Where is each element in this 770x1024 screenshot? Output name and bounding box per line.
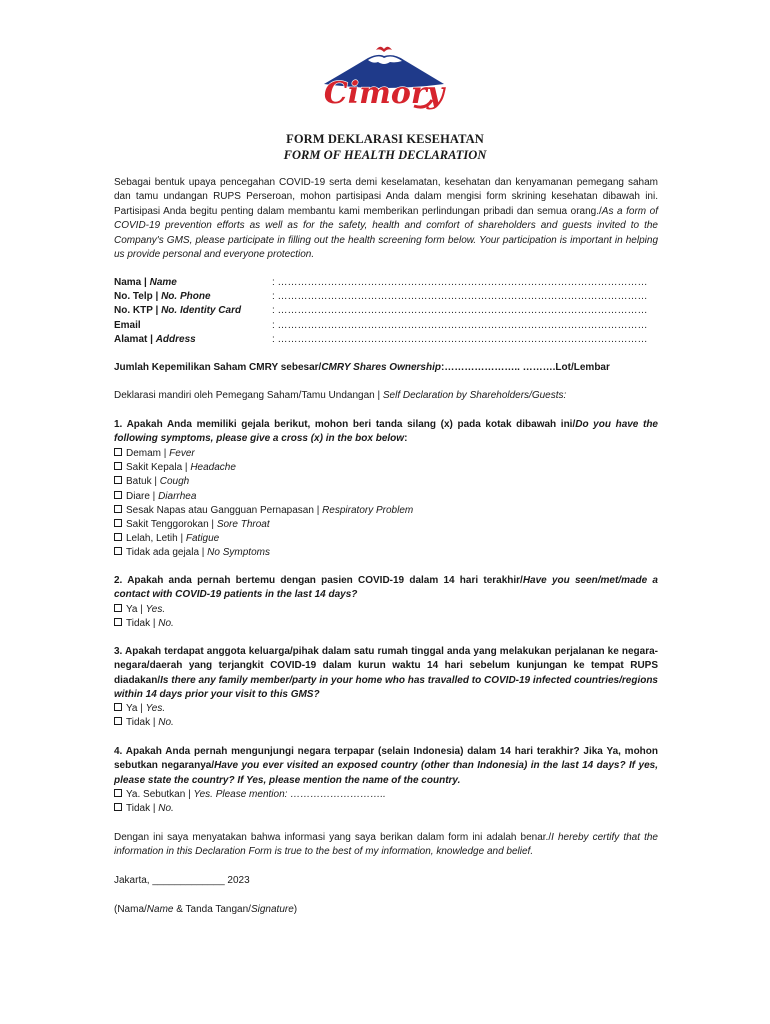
- field-row-address[interactable]: Alamat | Address : …………………………………………………………………………………………………: [114, 333, 658, 347]
- logo-text: Cimory: [323, 76, 445, 111]
- intro-en-text: As a form of COVID-19 prevention efforts as well as for the safety, health and comfort of shareholders and guests invited to the Company's GMS, please participate in filling out the health screening form below. Your participation is important in helping us provide personal and everyone protection.: [114, 205, 658, 261]
- cimory-logo: [318, 40, 450, 118]
- email-line[interactable]: : …………………………………………………………………………………………………: [272, 319, 648, 331]
- self-declaration-heading: Deklarasi mandiri oleh Pemegang Saham/Tamu Undangan | Self Declaration by Shareholders/Guests:: [114, 390, 567, 401]
- identity-fields: [114, 276, 658, 347]
- field-row-name[interactable]: Nama | Name : …………………………………………………………………………………………………: [114, 276, 658, 290]
- form-title: FORM DEKLARASI KESEHATAN: [286, 132, 484, 146]
- q1-option-respiratory-problem[interactable]: Sesak Napas atau Gangguan Pernapasan | Respiratory Problem: [114, 504, 658, 518]
- q1-option-sore-throat[interactable]: Sakit Tenggorokan | Sore Throat: [114, 518, 658, 532]
- q1-option-no-symptoms[interactable]: Tidak ada gejala | No Symptoms: [114, 546, 658, 560]
- q1-option-cough[interactable]: Batuk | Cough: [114, 475, 658, 489]
- bird-icon: [376, 47, 392, 52]
- q4-option-yes-mention[interactable]: Ya. Sebutkan | Yes. Please mention: ………………………..: [114, 788, 658, 802]
- checkbox-icon[interactable]: [114, 476, 122, 484]
- q2-options: [114, 603, 658, 631]
- checkbox-icon[interactable]: [114, 491, 122, 499]
- checkbox-icon[interactable]: [114, 448, 122, 456]
- question-1: 1. Apakah Anda memiliki gejala berikut, mohon beri tanda silang (x) pada kotak dibawah ini/Do you have the following symptoms, please give a cross (x) in the box below:: [114, 419, 658, 445]
- shares-ownership-line[interactable]: Jumlah Kepemilikan Saham CMRY sebesar/CMRY Shares Ownership:………………….. ……….Lot/Lembar: [114, 362, 610, 373]
- q1-options: [114, 447, 658, 561]
- intro-paragraph: [114, 176, 658, 262]
- checkbox-icon[interactable]: [114, 717, 122, 725]
- certification-statement: Dengan ini saya menyatakan bahwa informasi yang saya berikan dalam form ini adalah benar./I hereby certify that the information in this Declaration Form is true to the best of my information, knowledge and belief.: [114, 832, 658, 858]
- checkbox-icon[interactable]: [114, 703, 122, 711]
- field-row-phone[interactable]: No. Telp | No. Phone : …………………………………………………………………………………………………: [114, 290, 658, 304]
- checkbox-icon[interactable]: [114, 547, 122, 555]
- question-3: 3. Apakah terdapat anggota keluarga/pihak dalam satu rumah tinggal anda yang melakukan perjalanan ke negara-negara/daerah yang terjangkit COVID-19 dalam kurun waktu 14 hari sebelum kunjungan ke tempat RUPS diadakan/Is there any family member/party in your home who has travalled to COVID-19 infected countries/regions within 14 days prior your visit to this GMS?: [114, 646, 658, 701]
- checkbox-icon[interactable]: [114, 803, 122, 811]
- q3-option-yes[interactable]: Ya | Yes.: [114, 702, 658, 716]
- checkbox-icon[interactable]: [114, 462, 122, 470]
- q4-options: [114, 788, 658, 816]
- phone-line[interactable]: : …………………………………………………………………………………………………: [272, 291, 648, 303]
- q4-option-no[interactable]: Tidak | No.: [114, 802, 658, 816]
- checkbox-icon[interactable]: [114, 604, 122, 612]
- q2-option-yes[interactable]: Ya | Yes.: [114, 603, 658, 617]
- name-line[interactable]: : …………………………………………………………………………………………………: [272, 277, 648, 288]
- question-2: 2. Apakah anda pernah bertemu dengan pasien COVID-19 dalam 14 hari terakhir/Have you seen/met/made a contact with COVID-19 patients in the last 14 days?: [114, 575, 658, 601]
- checkbox-icon[interactable]: [114, 789, 122, 797]
- place-date-line[interactable]: Jakarta, _____________ 2023: [114, 875, 250, 886]
- q2-option-no[interactable]: Tidak | No.: [114, 617, 658, 631]
- checkbox-icon[interactable]: [114, 519, 122, 527]
- q1-option-headache[interactable]: Sakit Kepala | Headache: [114, 461, 658, 475]
- q3-options: [114, 702, 658, 730]
- intro-id-text: Sebagai bentuk upaya pencegahan COVID-19 serta demi keselamatan, kesehatan dan kenyamanan pemegang saham dan tamu undangan RUPS Perseroan, mohon partisipasi Anda dalam mengisi form skrining kesehatan dibawah ini. Partisipasi Anda begitu penting dalam membantu kami memberikan perlindungan pribadi dan semua orang./: [114, 177, 658, 217]
- signature-label: (Nama/Name & Tanda Tangan/Signature): [114, 904, 298, 915]
- field-row-email[interactable]: Email : …………………………………………………………………………………………………: [114, 319, 658, 333]
- q3-option-no[interactable]: Tidak | No.: [114, 716, 658, 730]
- form-subtitle: FORM OF HEALTH DECLARATION: [283, 148, 487, 162]
- identity-card-line[interactable]: : …………………………………………………………………………………………………: [272, 305, 648, 317]
- q1-option-fever[interactable]: Demam | Fever: [114, 447, 658, 461]
- field-row-identity-card[interactable]: No. KTP | No. Identity Card : …………………………………………………………………………………………………: [114, 304, 658, 318]
- q1-option-diarrhea[interactable]: Diare | Diarrhea: [114, 490, 658, 504]
- question-4: 4. Apakah Anda pernah mengunjungi negara terpapar (selain Indonesia) dalam 14 hari terakhir? Jika Ya, mohon sebutkan negaranya/Have you ever visited an exposed country (other than Indonesia) in the last 14 days? If yes, please state the country? If Yes, please mention the name of the country.: [114, 746, 658, 786]
- q1-option-fatigue[interactable]: Lelah, Letih | Fatigue: [114, 532, 658, 546]
- checkbox-icon[interactable]: [114, 505, 122, 513]
- checkbox-icon[interactable]: [114, 533, 122, 541]
- checkbox-icon[interactable]: [114, 618, 122, 626]
- address-line[interactable]: : …………………………………………………………………………………………………: [272, 333, 648, 345]
